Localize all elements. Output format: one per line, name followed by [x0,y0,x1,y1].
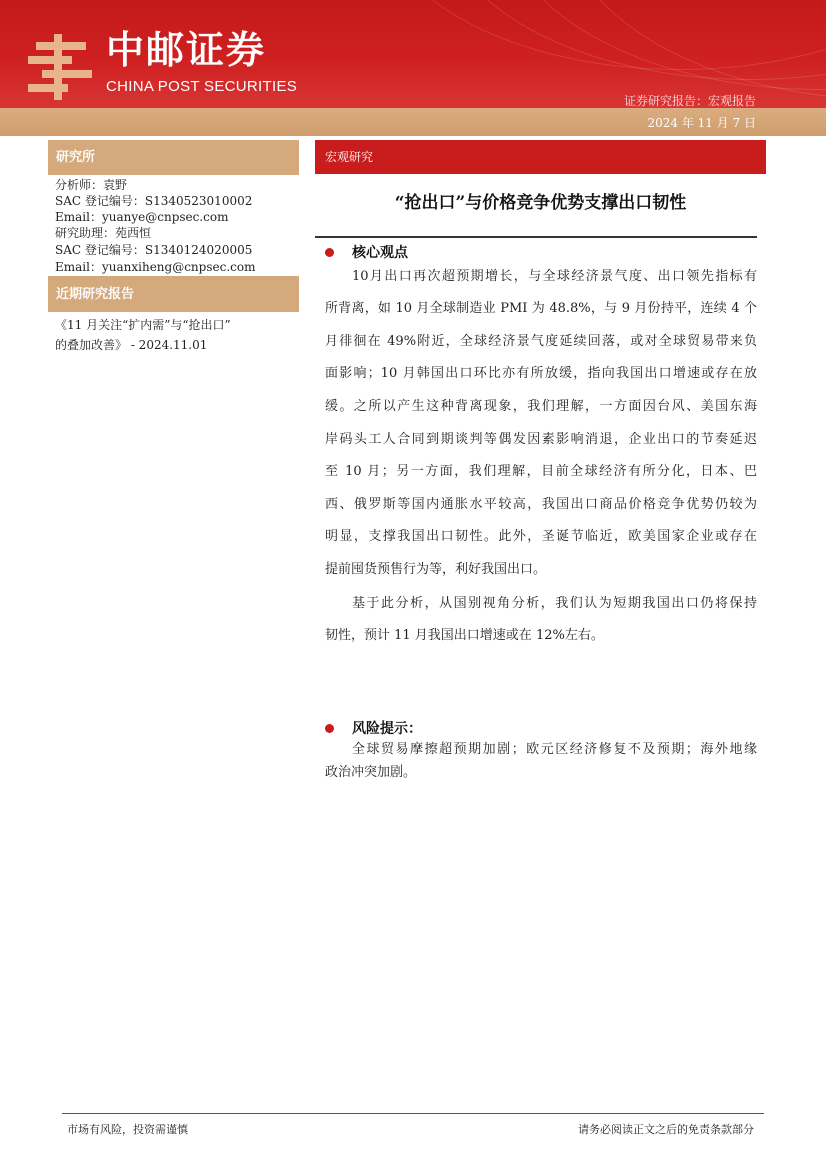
core-text-line: 至 10 月；另一方面，我们理解，目前全球经济有所分化，日本、巴 [325,464,757,479]
title-divider [315,236,757,238]
core-text-line: 10月出口再次超预期增长，与全球经济景气度、出口领先指标有 [352,269,757,284]
section-title: 风险提示： [352,721,422,737]
brand-name-cn: 中邮证券 [106,28,267,72]
footer-disclaimer-right: 请务必阅读正文之后的免责条款部分 [578,1123,754,1136]
red-dot-bullet-icon [325,724,334,733]
core-text-line: 岸码头工人合同到期谈判等偶发因素影响消退，企业出口的节奏延迟 [325,432,757,447]
red-dot-bullet-icon [325,248,334,257]
core-text-line: 面影响；10 月韩国出口环比亦有所放缓，指向我国出口增速或存在放 [325,366,757,381]
assistant-email[interactable]: Email：yuanxiheng@cnpsec.com [55,260,256,274]
core-text-line: 韧性，预计 11 月我国出口增速或在 12%左右。 [325,628,604,643]
core-text-line: 基于此分析，从国别视角分析，我们认为短期我国出口仍将保持 [352,596,757,611]
core-text-line: 缓。之所以产生这种背离现象，我们理解，一方面因台风、美国东海 [325,399,757,414]
core-text-line: 提前囤货预售行为等，利好我国出口。 [325,562,547,577]
risk-text-line: 全球贸易摩擦超预期加剧；欧元区经济修复不及预期；海外地缘 [352,742,757,757]
china-post-logo-icon [28,34,94,100]
footer-disclaimer-left: 市场有风险，投资需谨慎 [67,1123,188,1136]
core-text-line: 所背离，如 10 月全球制造业 PMI 为 48.8%，与 9 月份持平，连续 4 个 [325,301,757,316]
risk-text-line: 政治冲突加剧。 [325,765,417,780]
date-band [0,108,826,136]
analyst-sac: SAC 登记编号：S1340523010002 [55,194,253,208]
report-title: “抢出口”与价格竞争优势支撑出口韧性 [394,193,687,213]
assistant-sac: SAC 登记编号：S1340124020005 [55,243,253,257]
core-text-line: 明显，支撑我国出口韧性。此外，圣诞节临近，欧美国家企业或存在 [325,529,757,544]
category-bar: 宏观研究 [315,140,766,174]
core-views-header [325,242,408,262]
core-text-line: 月徘徊在 49%附近，全球经济景气度延续回落，或对全球贸易带来负 [325,334,757,349]
page-header [0,0,826,108]
section-title: 核心观点 [352,245,408,261]
report-type: 证券研究报告：宏观报告 [623,94,756,108]
analyst-email[interactable]: Email：yuanye@cnpsec.com [55,210,229,224]
risk-header [325,718,422,738]
recent-reports-heading: 近期研究报告 [48,277,299,312]
recent-report-link[interactable]: 《11 月关注“扩内需”与“抢出口” [55,318,231,332]
analyst-name: 分析师：袁野 [55,178,128,192]
institute-heading: 研究所 [48,140,299,175]
core-text-line: 西、俄罗斯等国内通胀水平较高，我国出口商品价格竞争优势仍较为 [325,497,757,512]
recent-report-link-cont[interactable]: 的叠加改善》 - 2024.11.01 [55,338,208,352]
report-date: 2024 年 11 月 7 日 [647,116,756,130]
footer-divider [62,1113,764,1114]
brand-name-en: CHINA POST SECURITIES [106,78,298,95]
assistant-name: 研究助理：苑西恒 [55,226,152,240]
